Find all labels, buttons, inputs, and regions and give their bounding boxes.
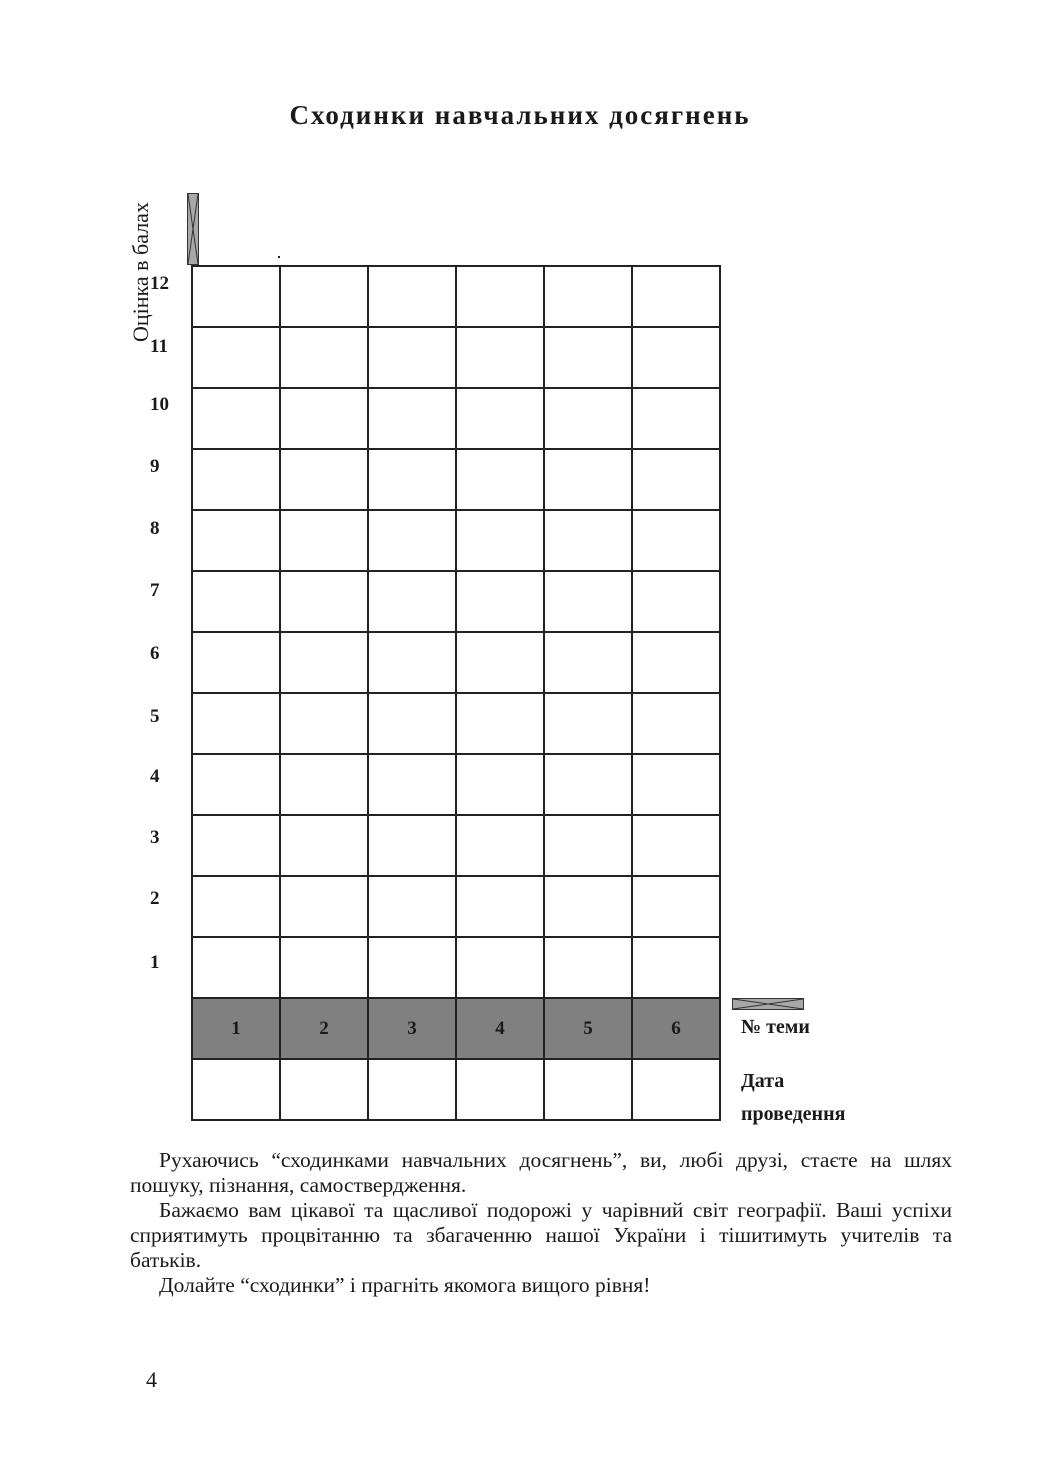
grade-row bbox=[192, 754, 720, 815]
grid-cell[interactable] bbox=[192, 510, 280, 571]
grid-cell[interactable] bbox=[280, 937, 368, 998]
grid-cell[interactable] bbox=[632, 449, 720, 510]
grid-cell[interactable] bbox=[544, 388, 632, 449]
grid-cell[interactable] bbox=[368, 571, 456, 632]
grid-cell[interactable] bbox=[192, 754, 280, 815]
grid-cell[interactable] bbox=[192, 937, 280, 998]
topic-number-cell: 4 bbox=[456, 998, 544, 1059]
grade-tick: 10 bbox=[150, 394, 169, 415]
grid-cell[interactable] bbox=[280, 510, 368, 571]
grid-cell[interactable] bbox=[632, 815, 720, 876]
grade-tick: 5 bbox=[150, 706, 160, 727]
grid-cell[interactable] bbox=[544, 937, 632, 998]
grid-cell[interactable] bbox=[280, 754, 368, 815]
grid-cell[interactable] bbox=[368, 937, 456, 998]
grade-row bbox=[192, 876, 720, 937]
grid-cell[interactable] bbox=[368, 388, 456, 449]
grid-cell[interactable] bbox=[632, 937, 720, 998]
body-text bbox=[130, 1148, 952, 1298]
grid-cell[interactable] bbox=[192, 632, 280, 693]
grid-cell[interactable] bbox=[192, 449, 280, 510]
grid-cell[interactable] bbox=[192, 571, 280, 632]
grade-tick: 9 bbox=[150, 456, 160, 477]
date-cell[interactable] bbox=[456, 1059, 544, 1120]
page-number: 4 bbox=[146, 1367, 157, 1392]
grid-cell[interactable] bbox=[456, 693, 544, 754]
grid-cell[interactable] bbox=[544, 327, 632, 388]
achievement-grid bbox=[191, 265, 721, 1121]
grade-tick: 11 bbox=[150, 336, 168, 357]
topic-number-label: № теми bbox=[741, 1016, 810, 1038]
date-cell[interactable] bbox=[368, 1059, 456, 1120]
grid-cell[interactable] bbox=[280, 449, 368, 510]
topic-number-cell: 5 bbox=[544, 998, 632, 1059]
grid-cell[interactable] bbox=[280, 266, 368, 327]
grid-cell[interactable] bbox=[280, 327, 368, 388]
date-label-line1: Дата bbox=[741, 1070, 785, 1092]
y-axis-arrow-icon bbox=[187, 193, 199, 265]
grid-cell[interactable] bbox=[456, 876, 544, 937]
grid-cell[interactable] bbox=[632, 693, 720, 754]
dot-mark bbox=[278, 256, 280, 258]
grade-tick: 4 bbox=[150, 766, 160, 787]
grid-cell[interactable] bbox=[456, 571, 544, 632]
grid-cell[interactable] bbox=[544, 693, 632, 754]
grid-cell[interactable] bbox=[632, 754, 720, 815]
grid-cell[interactable] bbox=[456, 327, 544, 388]
grid-cell[interactable] bbox=[368, 815, 456, 876]
grid-cell[interactable] bbox=[280, 815, 368, 876]
grid-cell[interactable] bbox=[280, 876, 368, 937]
page-title: Сходинки навчальних досягнень bbox=[289, 100, 751, 130]
grid-cell[interactable] bbox=[280, 693, 368, 754]
grid-cell[interactable] bbox=[544, 754, 632, 815]
grade-row bbox=[192, 388, 720, 449]
topic-number-cell: 6 bbox=[632, 998, 720, 1059]
grid-cell[interactable] bbox=[544, 266, 632, 327]
grid-cell[interactable] bbox=[368, 327, 456, 388]
date-cell[interactable] bbox=[632, 1059, 720, 1120]
grid-cell[interactable] bbox=[280, 571, 368, 632]
topic-number-cell: 1 bbox=[192, 998, 280, 1059]
grade-row bbox=[192, 510, 720, 571]
grid-cell[interactable] bbox=[192, 693, 280, 754]
grid-cell[interactable] bbox=[632, 327, 720, 388]
grid-cell[interactable] bbox=[632, 510, 720, 571]
topic-number-row bbox=[192, 998, 720, 1059]
y-axis-label: Оцінка в балах bbox=[128, 202, 153, 342]
topic-number-cell: 3 bbox=[368, 998, 456, 1059]
grade-tick: 12 bbox=[150, 273, 169, 294]
x-axis-arrow-icon bbox=[732, 998, 804, 1010]
grade-row bbox=[192, 449, 720, 510]
grid-cell[interactable] bbox=[632, 571, 720, 632]
grid-cell[interactable] bbox=[192, 266, 280, 327]
grid-cell[interactable] bbox=[456, 510, 544, 571]
date-label-line2: проведення bbox=[741, 1103, 846, 1125]
grid-cell[interactable] bbox=[632, 388, 720, 449]
grade-tick: 1 bbox=[150, 952, 160, 973]
grid-cell[interactable] bbox=[544, 876, 632, 937]
grid-cell[interactable] bbox=[456, 632, 544, 693]
grid-cell[interactable] bbox=[368, 266, 456, 327]
grid-cell[interactable] bbox=[456, 937, 544, 998]
grid-cell[interactable] bbox=[544, 449, 632, 510]
paragraph: Бажаємо вам цікавої та щасливої подорожі у чарівний світ географії. Ваші успіхи сприятимуть процвітанню та збагаченню нашої України і тішитимуть учителів та батьків. bbox=[130, 1198, 952, 1272]
grid-cell[interactable] bbox=[368, 754, 456, 815]
grade-row bbox=[192, 266, 720, 327]
date-cell[interactable] bbox=[280, 1059, 368, 1120]
date-cell[interactable] bbox=[544, 1059, 632, 1120]
grid-cell[interactable] bbox=[456, 266, 544, 327]
grid-cell[interactable] bbox=[632, 876, 720, 937]
grid-cell[interactable] bbox=[280, 388, 368, 449]
grid-cell[interactable] bbox=[368, 876, 456, 937]
grid-cell[interactable] bbox=[368, 449, 456, 510]
paragraph: Долайте “сходинки” і прагніть якомога вищого рівня! bbox=[159, 1273, 651, 1297]
grid-cell[interactable] bbox=[544, 571, 632, 632]
grid-cell[interactable] bbox=[192, 327, 280, 388]
grade-tick: 8 bbox=[150, 518, 160, 539]
grade-row bbox=[192, 693, 720, 754]
grid-cell[interactable] bbox=[456, 449, 544, 510]
grid-cell[interactable] bbox=[192, 815, 280, 876]
grid-cell[interactable] bbox=[456, 815, 544, 876]
grade-tick: 2 bbox=[150, 888, 160, 909]
grid-cell[interactable] bbox=[368, 510, 456, 571]
paragraph: Рухаючись “сходинками навчальних досягнень”, ви, любі друзі, стаєте на шлях пошуку, пізнання, самоствердження. bbox=[130, 1148, 952, 1197]
grid-cell[interactable] bbox=[456, 388, 544, 449]
grid-cell[interactable] bbox=[632, 266, 720, 327]
grade-row bbox=[192, 937, 720, 998]
grid-cell[interactable] bbox=[544, 632, 632, 693]
grid-cell[interactable] bbox=[368, 632, 456, 693]
grid-cell[interactable] bbox=[632, 632, 720, 693]
grade-tick: 6 bbox=[150, 643, 160, 664]
grid-cell[interactable] bbox=[368, 693, 456, 754]
grade-row bbox=[192, 632, 720, 693]
grid-cell[interactable] bbox=[456, 754, 544, 815]
grid-cell[interactable] bbox=[192, 876, 280, 937]
grade-tick: 7 bbox=[150, 580, 160, 601]
grade-row bbox=[192, 815, 720, 876]
date-row bbox=[192, 1059, 720, 1120]
grade-tick: 3 bbox=[150, 827, 160, 848]
grid-cell[interactable] bbox=[544, 815, 632, 876]
grade-row bbox=[192, 327, 720, 388]
grid-cell[interactable] bbox=[192, 388, 280, 449]
topic-number-cell: 2 bbox=[280, 998, 368, 1059]
grade-row bbox=[192, 571, 720, 632]
grid-cell[interactable] bbox=[280, 632, 368, 693]
date-cell[interactable] bbox=[192, 1059, 280, 1120]
grid-cell[interactable] bbox=[544, 510, 632, 571]
